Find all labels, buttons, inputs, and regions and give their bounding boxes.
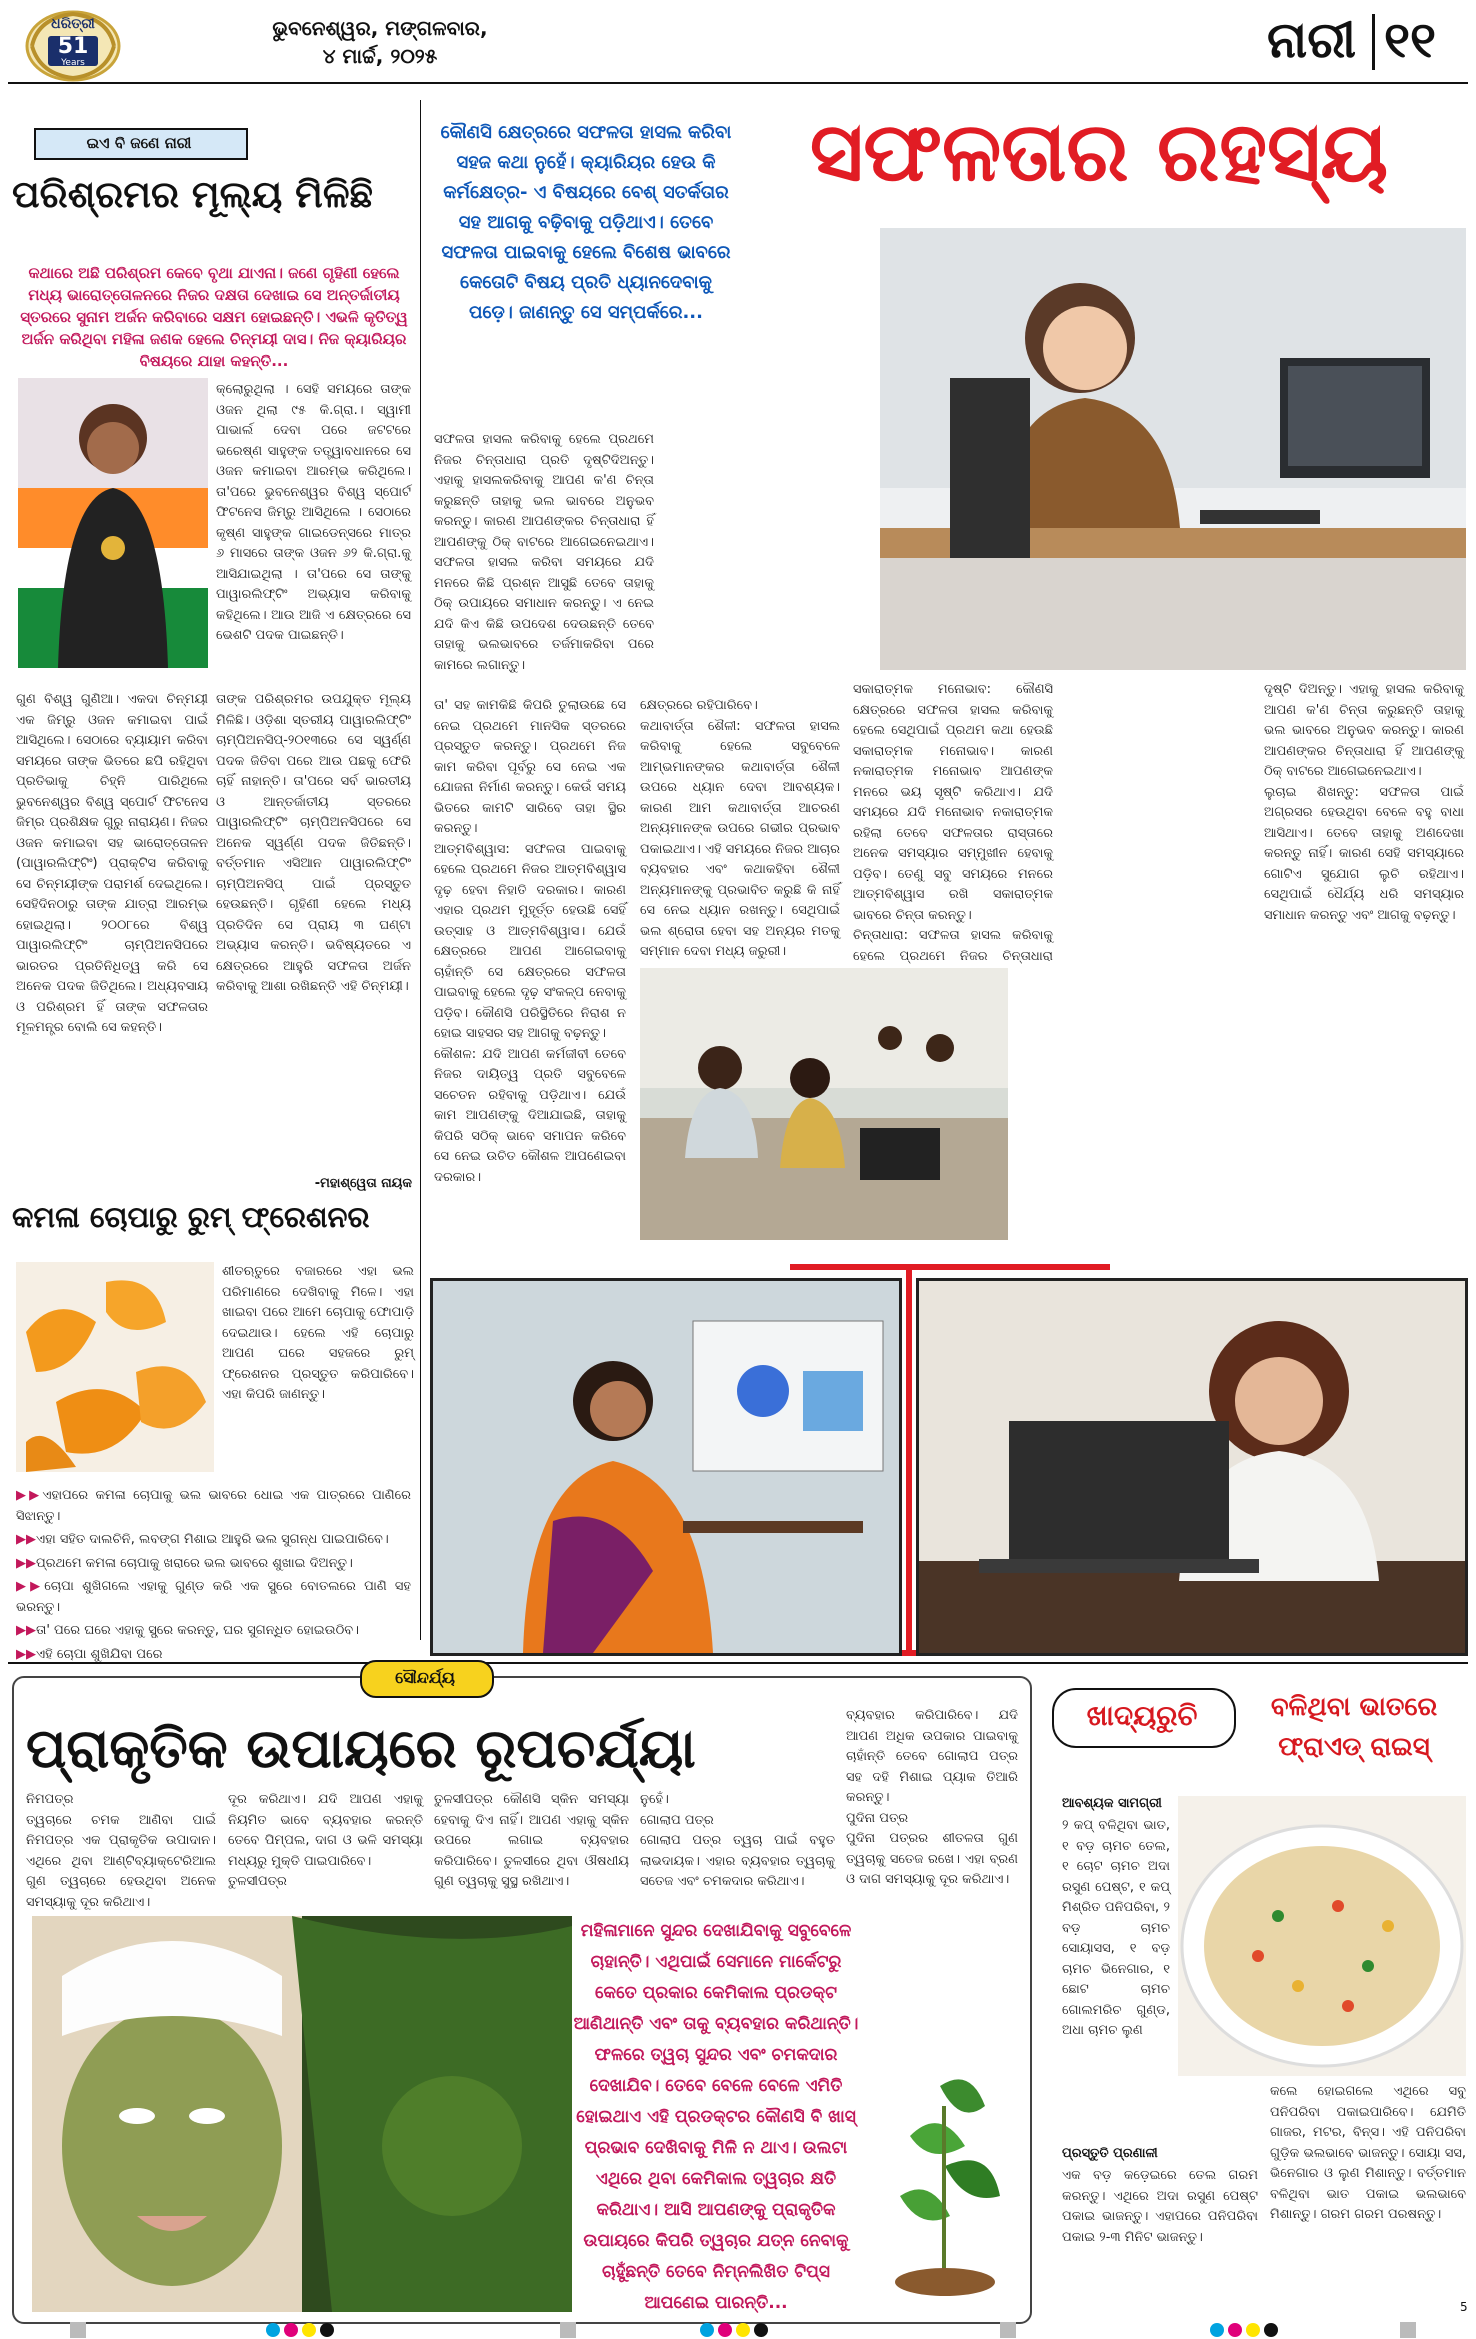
main-col-3: ସକାରାତ୍ମକ ମନୋଭାବ: କୌଣସି କ୍ଷେତ୍ରରେ ସଫଳତା ହାସଲ କରିବାକୁ ହେଲେ ସେଥିପାଇଁ ପ୍ରଥମ କଥା ହେଉଛି ସକାରାତ୍ମକ ମନୋଭାବ। କାରଣ ନକାରାତ୍ମକ ମନୋଭାବ ଆପଣଙ୍କ ମନରେ ଭୟ ସୃଷ୍ଟି କରିଥାଏ। ଯଦି ସମୟରେ ଯଦି ମନୋଭାବ ନକାରାତ୍ମକ ରହିଲା ତେବେ ସଫଳତାର ରାସ୍ତାରେ ଅନେକ ସମସ୍ୟାର ସମ୍ମୁଖୀନ ହେବାକୁ ପଡ଼ିବ। ତେଣୁ ସବୁ ସମୟରେ ମନରେ ଆତ୍ମବିଶ୍ୱାସ ରଖି ସକାରାତ୍ମକ ଭାବରେ ଚିନ୍ତା କରନ୍ତୁ। ଚିନ୍ତାଧାରା: ସଫଳତା ହାସଲ କରିବାକୁ ହେଲେ ପ୍ରଥମେ ନିଜର ଚିନ୍ତାଧାରା <box>853 682 1053 964</box>
main-col-dropcap-marker <box>434 430 440 436</box>
registration-block <box>1000 2322 1016 2338</box>
dateline-date: ୪ ମାର୍ଚ୍ଚ, ୨୦୨୫ <box>322 44 438 68</box>
logo-years-number: 51 <box>57 34 89 59</box>
food-title-line1: ବଳିଥିବା ଭାତରେ <box>1270 1692 1438 1722</box>
dateline-place-day: ଭୁବନେଶ୍ୱର, ମଙ୍ଗଳବାର, <box>272 16 488 40</box>
office-team-photo <box>640 968 1008 1240</box>
registration-dot-cyan <box>1210 2323 1224 2337</box>
red-connector-stem <box>906 1264 912 1654</box>
lower-section-rule <box>8 1662 1468 1664</box>
beauty-col-4: ନୁହେଁ। ଗୋଲାପ ପତ୍ର ଗୋଲାପ ପତ୍ର ତ୍ୱଚା ପାଇଁ ବହୁତ ଲାଭଦାୟକ। ଏହାର ବ୍ୟବହାର ତ୍ୱଚାକୁ ସତେଜ ଏବଂ ଚମକଦାର କରିଥାଏ। <box>640 1792 835 1889</box>
method-heading: ପ୍ରସ୍ତୁତି ପ୍ରଣାଳୀ <box>1062 2146 1158 2161</box>
dateline <box>250 14 510 70</box>
beauty-col-5: ବ୍ୟବହାର କରିପାରିବେ। ଯଦି ଆପଣ ଅଧିକ ଉପକାର ପାଇବାକୁ ଚାହାଁନ୍ତି ତେବେ ଗୋଲାପ ପତ୍ର ସହ ଦହି ମିଶାଇ ପ୍ୟାକ ତିଆରି କରନ୍ତୁ। ପୁଦିନା ପତ୍ର ପୁଦିନା ପତ୍ରର ଶୀତଳତା ଗୁଣ ତ୍ୱଚାକୁ ସତେଜ ରଖେ। ଏହା ବ୍ରଣ ଓ ଦାଗ ସମସ୍ୟାକୁ ଦୂର କରିଥାଏ। <box>846 1708 1018 1887</box>
masthead-rule <box>8 82 1468 84</box>
orange-peel-photo <box>16 1262 214 1472</box>
orange-story-intro: ଶୀତଋତୁରେ ବଜାରରେ ଏହା ଭଲ ପରିମାଣରେ ଦେଖିବାକୁ ମିଳେ। ଏହା ଖାଇବା ପରେ ଆମେ ଚୋପାକୁ ଫୋପାଡ଼ି ଦେଇଥାଉ। ହେଲେ ଏହି ଚୋପାରୁ ଆପଣ ଘରେ ସହଜରେ ରୁମ୍ ଫ୍ରେଶନର ପ୍ରସ୍ତୁତ କରିପାରିବେ। ଏହା କିପରି ଜାଣନ୍ତୁ। <box>222 1264 414 1402</box>
face-mask-photo <box>32 1916 572 2312</box>
masthead-logo <box>18 6 128 82</box>
registration-block <box>560 2322 576 2338</box>
beauty-col-2: ଦୂର କରିଥାଏ। ଯଦି ଆପଣ ଏହାକୁ ନିୟମିତ ଭାବେ ବ୍ୟବହାର କରନ୍ତି ତେବେ ପିମ୍ପଲ, ଦାଗ ଓ ଭଳି ସମସ୍ୟା ମଧ୍ୟରୁ ମୁକ୍ତି ପାଇପାରିବେ। ତୁଳସୀପତ୍ର <box>228 1792 423 1889</box>
main-deck: କୌଣସି କ୍ଷେତ୍ରରେ ସଫଳତା ହାସଲ କରିବା ସହଜ କଥା ନୁହେଁ। କ୍ୟାରିୟର ହେଉ କି କର୍ମକ୍ଷେତ୍ର- ଏ ବିଷୟରେ ବେଶ୍ ସତର୍କତାର ସହ ଆଗକୁ ବଢ଼ିବାକୁ ପଡ଼ିଥାଏ। ତେବେ ସଫଳତା ପାଇବାକୁ ହେଲେ ବିଶେଷ ଭାବରେ କେତୋଟି ବିଷୟ ପ୍ରତି ଧ୍ୟାନଦେବାକୁ ପଡ଼େ। ଜାଣନ୍ତୁ ସେ ସମ୍ପର୍କରେ... <box>440 122 732 323</box>
logo-text: ଧରିତ୍ରୀ <box>51 16 95 32</box>
orange-story-bullets <box>16 1486 411 1662</box>
mint-leaves-photo <box>870 2046 1020 2304</box>
orange-tip-item: ▶▶ଚୋପା ଶୁଖିଗଲେ ଏହାକୁ ଗୁଣ୍ଡ କରି ଏକ ସ୍ପ୍ରେ ବୋତଲରେ ପାଣି ସହ ଭରନ୍ତୁ। <box>16 1579 411 1615</box>
main-col-2: କ୍ଷେତ୍ରରେ ରହିପାରିବେ। କଥାବାର୍ତ୍ତା ଶୈଳୀ: ସଫଳତା ହାସଲ କରିବାକୁ ହେଲେ ସବୁବେଳେ ଆମ୍ଭମାନଙ୍କର କଥାବାର୍ତ୍ତା ଶୈଳୀ ଉପରେ ଧ୍ୟାନ ଦେବା ଆବଶ୍ୟକ। କାରଣ ଆମ କଥାବାର୍ତ୍ତା ଆଚରଣ ଅନ୍ୟମାନଙ୍କ ଉପରେ ଗଭୀର ପ୍ରଭାବ ପକାଇଥାଏ। ଏହି ସମୟରେ ନିଜର ଆଚାର ବ୍ୟବହାର ଏବଂ କଥାକହିବା ଶୈଳୀ ଅନ୍ୟମାନଙ୍କୁ ପ୍ରଭାବିତ କରୁଛି କି ନାହିଁ ସେ ନେଇ ଧ୍ୟାନ ରଖନ୍ତୁ। ସେଥିପାଇଁ ଭଲ ଶ୍ରୋତା ହେବା ସହ ଅନ୍ୟର ମତକୁ ସମ୍ମାନ ଦେବା ମଧ୍ୟ ଜରୁରୀ। <box>640 698 840 959</box>
food-title-line2: ଫ୍ରାଏଡ୍ ରାଇସ୍ <box>1278 1732 1430 1762</box>
ingredients-heading: ଆବଶ୍ୟକ ସାମଗ୍ରୀ <box>1062 1796 1162 1811</box>
registration-dot-magenta <box>1228 2323 1242 2337</box>
businesswoman-desk-photo <box>880 228 1466 670</box>
beauty-callout: ମହିଳାମାନେ ସୁନ୍ଦର ଦେଖାଯିବାକୁ ସବୁବେଳେ ଚାହାନ୍ତି। ଏଥିପାଇଁ ସେମାନେ ମାର୍କେଟରୁ କେତେ ପ୍ରକାର କେମିକାଲ ପ୍ରଡକ୍ଟ ଆଣିଥାନ୍ତି ଏବଂ ତାକୁ ବ୍ୟବହାର କରିଥାନ୍ତି। ଫଳରେ ତ୍ୱଚା ସୁନ୍ଦର ଏବଂ ଚମକଦାର ଦେଖାଯିବ। ତେବେ ବେଳେ ବେଳେ ଏମିତି ହୋଇଥାଏ ଏହି ପ୍ରଡକ୍ଟର କୌଣସି ବି ଖାସ୍ ପ୍ରଭାବ ଦେଖିବାକୁ ମିଳି ନ ଥାଏ। ଉଲଟା ଏଥିରେ ଥିବା କେମିକାଲ ତ୍ୱଚାର କ୍ଷତି କରିଥାଏ। ଆସି ଆପଣଙ୍କୁ ପ୍ରାକୃତିକ ଉପାୟରେ କିପରି ତ୍ୱଚାର ଯତ୍ନ ନେବାକୁ ଚାହୁଁଛନ୍ତି ତେବେ ନିମ୍ନଲିଖିତ ଟିପ୍ସ ଆପଣେଇ ପାରନ୍ତି... <box>573 1921 859 2313</box>
fried-rice-photo <box>1178 1796 1466 2076</box>
registration-dot-black <box>754 2323 768 2337</box>
beauty-badge: ସୌନ୍ଦର୍ଯ୍ୟ <box>395 1668 455 1687</box>
red-connector-bar <box>790 1264 1110 1270</box>
registration-dot-black <box>320 2323 334 2337</box>
registration-dot-cyan <box>266 2323 280 2337</box>
main-headline: ସଫଳତାର ରହସ୍ୟ <box>809 105 1389 200</box>
masthead-divider <box>1372 14 1375 70</box>
woman-laptop-smile-photo <box>916 1278 1468 1656</box>
food-label: ଖାଦ୍ୟରୁଚି <box>1086 1699 1198 1732</box>
beauty-col-3: ତୁଳସୀପତ୍ର କୌଣସି ସ୍କିନ ସମସ୍ୟା ହେବାକୁ ଦିଏ ନାହିଁ। ଆପଣ ଏହାକୁ ସ୍କିନ ଉପରେ ଲଗାଇ ବ୍ୟବହାର କରିପାରିବେ। ତୁଳସୀରେ ଥିବା ଔଷଧୀୟ ଗୁଣ ତ୍ୱଚାକୁ ସୁସ୍ଥ ରଖିଥାଏ। <box>434 1792 629 1889</box>
logo-years-label: Years <box>61 58 85 68</box>
left-story-col-3: ତାଙ୍କ ପରିଶ୍ରମର ଉପଯୁକ୍ତ ମୂଲ୍ୟ ମିଳିଛି। ଓଡ଼ିଶା ସ୍ତରୀୟ ପାୱାରଲିଫ୍ଟିଂ ଚାମ୍ପିଅନସିପ୍‌-୨୦୧୩ରେ ସେ ସ୍ୱର୍ଣ୍ଣ ପଦକ ଜିତିବା ପରେ ଆଉ ପଛକୁ ଫେରି ଚାହିଁ ନାହାନ୍ତି। ତା'ପରେ ସର୍ବ ଭାରତୀୟ ଓ ଆନ୍ତର୍ଜାତୀୟ ସ୍ତରରେ ପାୱାରଲିଫ୍ଟିଂ ଚାମ୍ପିଅନସିପରେ ସେ ଅନେକ ସ୍ୱର୍ଣ୍ଣ ପଦକ ଜିତିଛନ୍ତି। ବର୍ତ୍ତମାନ ଏସିଆନ ପାୱାରଲିଫ୍ଟିଂ ଚାମ୍ପିଅନସିପ୍ ପାଇଁ ପ୍ରସ୍ତୁତ ହେଉଛନ୍ତି। ଗୃହିଣୀ ହେଲେ ମଧ୍ୟ ପ୍ରତିଦିନ ସେ ପ୍ରାୟ ୩ ଘଣ୍ଟା ଅଭ୍ୟାସ କରନ୍ତି। ଭବିଷ୍ୟତରେ ଏ କ୍ଷେତ୍ରରେ ଆହୁରି ସଫଳତା ଅର୍ଜନ କରିବାକୁ ଆଶା ରଖିଛନ୍ତି ଏହି ଚିନ୍ମୟୀ। <box>216 692 411 994</box>
main-col-3b <box>1060 680 1256 1260</box>
left-story-intro: କଥାରେ ଅଛି ପରିଶ୍ରମ କେବେ ବୃଥା ଯାଏନା। ଜଣେ ଗୃହିଣୀ ହେଲେ ମଧ୍ୟ ଭାରୋତ୍ତୋଳନରେ ନିଜର ଦକ୍ଷତା ଦେଖାଇ ସେ ଅନ୍ତର୍ଜାତୀୟ ସ୍ତରରେ ସୁନାମ ଅର୍ଜନ କରିବାରେ ସକ୍ଷମ ହୋଇଛନ୍ତି। ଏଭଳି କୃତିତ୍ୱ ଅର୍ଜନ କରିଥିବା ମହିଳା ଜଣକ ହେଲେ ଚିନ୍ମୟୀ ଦାସ। ନିଜ କ୍ୟାରିୟର ବିଷୟରେ ଯାହା କହନ୍ତି... <box>20 264 408 370</box>
weightlifter-photo <box>18 378 208 668</box>
left-column-rule <box>420 100 421 1640</box>
ingredients-list: ୨ କପ୍ ବଳିଥିବା ଭାତ, ୧ ବଡ଼ ଚାମଚ ତେଲ, ୧ ଚୋଟ ଚାମଚ ଅଦା ରସୁଣ ପେଷ୍ଟ, ୧ କପ୍ ମିଶ୍ରିତ ପନିପରିବା, ୨ ବଡ଼ ଚାମଚ ସୋୟାସସ, ୧ ବଡ଼ ଚାମଚ ଭିନେଗାର, ୧ ଛୋଟ ଚାମଚ ଗୋଲମରିଚ ଗୁଣ୍ଡ, ଅଧା ଚାମଚ ଲୁଣ <box>1062 1818 1170 2038</box>
main-col-1-bottom: ତା' ସହ କାମକିଛି କିପରି ତୁଲାଉଛେ ସେ ନେଇ ପ୍ରଥମେ ମାନସିକ ସ୍ତରରେ ପ୍ରସ୍ତୁତ କରନ୍ତୁ। ପ୍ରଥମେ ନିଜ କାମ କରିବା ପୂର୍ବରୁ ସେ ନେଇ ଏକ ଯୋଜନା ନିର୍ମାଣ କରନ୍ତୁ। କେଉଁ ସମୟ ଭିତରେ କାମଟି ସାରିବେ ତାହା ସ୍ଥିର କରନ୍ତୁ। ଆତ୍ମବିଶ୍ୱାସ: ସଫଳତା ପାଇବାକୁ ହେଲେ ପ୍ରଥମେ ନିଜର ଆତ୍ମବିଶ୍ୱାସ ଦୃଢ଼ ହେବା ନିହାତି ଦରକାର। କାରଣ ଏହାର ପ୍ରଥମ ମୁହୂର୍ତ୍ତ ହେଉଛି ସେହିଁ ଉତ୍ସାହ ଓ ଆତ୍ମବିଶ୍ୱାସ। ଯେଉଁ କ୍ଷେତ୍ରରେ ଆପଣ ଆଗେଇବାକୁ ଚାହାଁନ୍ତି ସେ କ୍ଷେତ୍ରରେ ସଫଳତା ପାଇବାକୁ ହେଲେ ଦୃଢ଼ ସଂକଳ୍ପ ନେବାକୁ ପଡ଼ିବ। କୌଣସି ପରିସ୍ଥିତିରେ ନିରାଶ ନ ହୋଇ ସାହସର ସହ ଆଗକୁ ବଢ଼ନ୍ତୁ। କୌଶଳ: ଯଦି ଆପଣ କର୍ମଜୀବୀ ତେବେ ନିଜର ଦାୟିତ୍ୱ ପ୍ରତି ସବୁବେଳେ ସଚେତନ ରହିବାକୁ ପଡ଼ିଥାଏ। ଯେଉଁ କାମ ଆପଣଙ୍କୁ ଦିଆଯାଇଛି, ତାହାକୁ କିପରି ସଠିକ୍ ଭାବେ ସମାପନ କରିବେ ସେ ନେଇ ଉଚିତ କୌଶଳ ଆପଣେଇବା ଦରକାର। <box>434 698 626 1185</box>
page-corner-number: 5 <box>1460 2300 1468 2314</box>
left-story-col-2: ଗୁଣ ବିଶ୍ୱ ଗୁଣିଆ। ଏକଦା ଚିନ୍ମୟୀ ଏକ ଜିମ୍‌ରୁ ଓଜନ କମାଇବା ପାଇଁ ଆସିଥିଲେ। ସେଠାରେ ବ୍ୟାୟାମ କରିବା ସମୟରେ ତାଙ୍କ ଭିତରେ ଛପି ରହିଥିବା ପ୍ରତିଭାକୁ ଚିହ୍ନି ପାରିଥିଲେ ଭୁବନେଶ୍ୱର ବିଶ୍ୱ ସ୍ପୋର୍ଟ ଫିଟନେସ ଜିମ୍‌ର ପ୍ରଶିକ୍ଷକ ଗୁରୁ ନାରାୟଣ। ନିଜର ଓଜନ କମାଇବା ସହ ଭାରୋତ୍ତୋଳନ (ପାୱାରଲିଫ୍ଟିଂ) ପ୍ରାକ୍ଟିସ କରିବାକୁ ସେ ଚିନ୍ମୟୀଙ୍କ ପରାମର୍ଶ ଦେଇଥିଲେ। ସେହିଦିନଠାରୁ ତାଙ୍କ ଯାତ୍ରା ଆରମ୍ଭ ହୋଇଥିଲା। ୨୦୦୮ରେ ବିଶ୍ୱ ପାୱାରଲିଫ୍ଟିଂ ଚାମ୍ପିଅନସିପରେ ଭାରତର ପ୍ରତିନିଧିତ୍ୱ କରି ସେ ଅନେକ ପଦକ ଜିତିଥିଲେ। ଅଧ୍ୟବସାୟ ଓ ପରିଶ୍ରମ ହିଁ ତାଙ୍କ ସଫଳତାର ମୂଳମନ୍ତ୍ର ବୋଲି ସେ କହନ୍ତି। <box>16 692 208 1035</box>
orange-tip-item: ▶▶ପ୍ରଥମେ କମଳା ଚୋପାକୁ ଖରାରେ ଭଲ ଭାବରେ ଶୁଖାଇ ଦିଅନ୍ତୁ। <box>16 1555 353 1571</box>
registration-dot-cyan <box>700 2323 714 2337</box>
left-story-col-1: କ୍ଲୋରୁଥିଲା । ସେହି ସମୟରେ ତାଙ୍କ ଓଜନ ଥିଲା ୯୫ କି.ଗ୍ରା.। ସ୍ୱାମୀ ପାଭାର୍ଲ ଦେବା ପରେ ଜଟଟରେ ଭରେଷ୍ଣ ସାହୁଙ୍କ ତତ୍ତ୍ୱାବଧାନରେ ସେ ଓଜନ କମାଇବା ଆରମ୍ଭ କରିଥିଲେ। ତା'ପରେ ଭୁବନେଶ୍ୱର ବିଶ୍ୱ ସ୍ପୋର୍ଟ ଫିଟନେସ ଜିମ୍‌ରୁ ଆସିଥିଲେ । ସେଠାରେ କୃଷ୍ଣ ସାହୁଙ୍କ ଗାଇଡେନ୍ସରେ ମାତ୍ର ୬ ମାସରେ ତାଙ୍କ ଓଜନ ୬୨ କି.ଗ୍ରା.କୁ ଆସିଯାଇଥିଲା । ତା'ପରେ ସେ ତାଙ୍କୁ ପାୱାରଲିଫ୍ଟିଂ ଅଭ୍ୟାସ କରିବାକୁ କହିଥିଲେ। ଆଉ ଆଜି ଏ କ୍ଷେତ୍ରରେ ସେ ଭେଶଟି ପଦକ ପାଇଛନ୍ତି। <box>216 382 411 643</box>
orange-tip-item: ▶▶ତା' ପରେ ଘରେ ଏହାକୁ ସ୍ପ୍ରେ କରନ୍ତୁ, ଘର ସୁଗନ୍ଧିତ ହୋଇଉଠିବ। <box>16 1623 359 1638</box>
main-col-4: ଦୃଷ୍ଟି ଦିଅନ୍ତୁ। ଏହାକୁ ହାସଲ କରିବାକୁ ଆପଣ କ'ଣ ଚିନ୍ତା କରୁଛନ୍ତି ତାହାକୁ ଭଲ ଭାବରେ ଅନୁଭବ କରନ୍ତୁ। କାରଣ ଆପଣଙ୍କର ଚିନ୍ତାଧାରା ହିଁ ଆପଣଙ୍କୁ ଠିକ୍ ବାଟରେ ଆଗେଇନେଇଥାଏ। ଲୁଚାଇ ଶିଖନ୍ତୁ: ସଫଳତା ପାଇଁ ଅଗ୍ରସର ହେଉଥିବା ବେଳେ ବହୁ ବାଧା ଆସିଥାଏ। ତେବେ ତାହାକୁ ଅଣଦେଖା କରନ୍ତୁ ନାହିଁ। କାରଣ ସେହି ସମସ୍ୟାରେ ଗୋଟିଏ ସୁଯୋଗ ଲୁଚି ରହିଥାଏ। ସେଥିପାଇଁ ଧୈର୍ଯ୍ୟ ଧରି ସମସ୍ୟାର ସମାଧାନ କରନ୍ତୁ ଏବଂ ଆଗକୁ ବଢ଼ନ୍ତୁ। <box>1264 682 1464 923</box>
left-story-headline: ପରିଶ୍ରମର ମୂଲ୍ୟ ମିଳିଛି <box>12 173 374 216</box>
beauty-col-1: ନିମପତ୍ର ତ୍ୱଚାରେ ଚମକ ଆଣିବା ପାଇଁ ନିମପତ୍ର ଏକ ପ୍ରାକୃତିକ ଉପାଦାନ। ଏଥିରେ ଥିବା ଆଣ୍ଟିବ୍ୟାକ୍ଟେରିଆଲ ଗୁଣ ତ୍ୱଚାରେ ହେଉଥିବା ଅନେକ ସମସ୍ୟାକୁ ଦୂର କରିଥାଏ। <box>26 1792 216 1910</box>
left-story-kicker-text: ଇଏ ବି ଜଣେ ନାରୀ <box>86 134 192 152</box>
page-number: ୧୧ <box>1384 11 1437 69</box>
beauty-headline: ପ୍ରାକୃତିକ ଉପାୟରେ ରୂପଚର୍ଯ୍ୟା <box>26 1717 696 1780</box>
method-text: ଏକ ବଡ଼ କଡ଼େଇରେ ତେଲ ଗରମ କରନ୍ତୁ। ଏଥିରେ ଅଦା ରସୁଣ ପେଷ୍ଟ ପକାଇ ଭାଜନ୍ତୁ। ଏହାପରେ ପନିପରିବା ପକାଇ ୨-୩ ମିନିଟ ଭାଜନ୍ତୁ। <box>1062 2168 1258 2245</box>
section-name: ନାରୀ <box>1267 11 1356 69</box>
registration-block <box>1400 2322 1416 2338</box>
orange-story-headline: କମଳା ଚୋପାରୁ ରୁମ୍ ଫ୍ରେଶନର <box>12 1200 370 1234</box>
orange-tip-item: ▶▶ଏହାପରେ କମଳା ଚୋପାକୁ ଭଲ ଭାବରେ ଧୋଇ ଏକ ପାତ୍ରରେ ପାଣିରେ ସିଝାନ୍ତୁ। <box>16 1488 411 1524</box>
registration-dot-yellow <box>1246 2323 1260 2337</box>
registration-dot-yellow <box>736 2323 750 2337</box>
food-col-2: କଲେ ହୋଇଗଲେ ଏଥିରେ ସବୁ ପନିପରିବା ପକାଇପାରିବେ। ଯେମିତି ଗାଜର, ମଟର, ବିନ୍ସ। ଏହି ପନିପରିବା ଗୁଡ଼ିକ ଭଲଭାବେ ଭାଜନ୍ତୁ। ସୋୟା ସସ, ଭିନେଗାର ଓ ଲୁଣ ମିଶାନ୍ତୁ। ବର୍ତ୍ତମାନ ବଳିଥିବା ଭାତ ପକାଇ ଭଲଭାବେ ମିଶାନ୍ତୁ। ଗରମ ଗରମ ପରଷନ୍ତୁ। <box>1270 2084 1466 2222</box>
orange-tip-item: ▶▶ଏହି ଚୋପା ଶୁଖିଯିବା ପରେ <box>16 1646 163 1662</box>
registration-dot-magenta <box>284 2323 298 2337</box>
orange-tip-item: ▶▶ଏହା ସହିତ ଦାଲଚିନି, ଲବଙ୍ଗ ମିଶାଇ ଆହୁରି ଭଲ ସୁଗନ୍ଧ ପାଇପାରିବେ। <box>16 1532 389 1547</box>
main-col-1-top: ସଫଳତା ହାସଲ କରିବାକୁ ହେଲେ ପ୍ରଥମେ ନିଜର ଚିନ୍ତାଧାରା ପ୍ରତି ଦୃଷ୍ଟିଦିଅନ୍ତୁ। ଏହାକୁ ହାସଲକରିବାକୁ ଆପଣ କ'ଣ ଚିନ୍ତା କରୁଛନ୍ତି ତାହାକୁ ଭଲ ଭାବରେ ଅନୁଭବ କରନ୍ତୁ। କାରଣ ଆପଣଙ୍କର ଚିନ୍ତାଧାରା ହିଁ ଆପଣଙ୍କୁ ଠିକ୍ ବାଟରେ ଆଗେଇନେଇଥାଏ। ସଫଳତା ହାସଲ କରିବା ସମୟରେ ଯଦି ମନରେ କିଛି ପ୍ରଶ୍ନ ଆସୁଛି ତେବେ ତାହାକୁ ଠିକ୍ ଉପାୟରେ ସମାଧାନ କରନ୍ତୁ। ଏ ନେଇ ଯଦି କିଏ କିଛି ଉପଦେଶ ଦେଉଛନ୍ତି ତେବେ ତାହାକୁ ଭଲଭାବରେ ତର୍ଜମାକରିବା ପରେ କାମରେ ଲଗାନ୍ତୁ। <box>434 432 654 673</box>
left-story-byline: -ମହାଶ୍ୱେତା ନାୟକ <box>314 1176 412 1191</box>
registration-dot-magenta <box>718 2323 732 2337</box>
registration-block <box>70 2322 86 2338</box>
registration-dot-yellow <box>302 2323 316 2337</box>
registration-dot-black <box>1264 2323 1278 2337</box>
woman-saree-laptop-photo <box>430 1278 902 1656</box>
